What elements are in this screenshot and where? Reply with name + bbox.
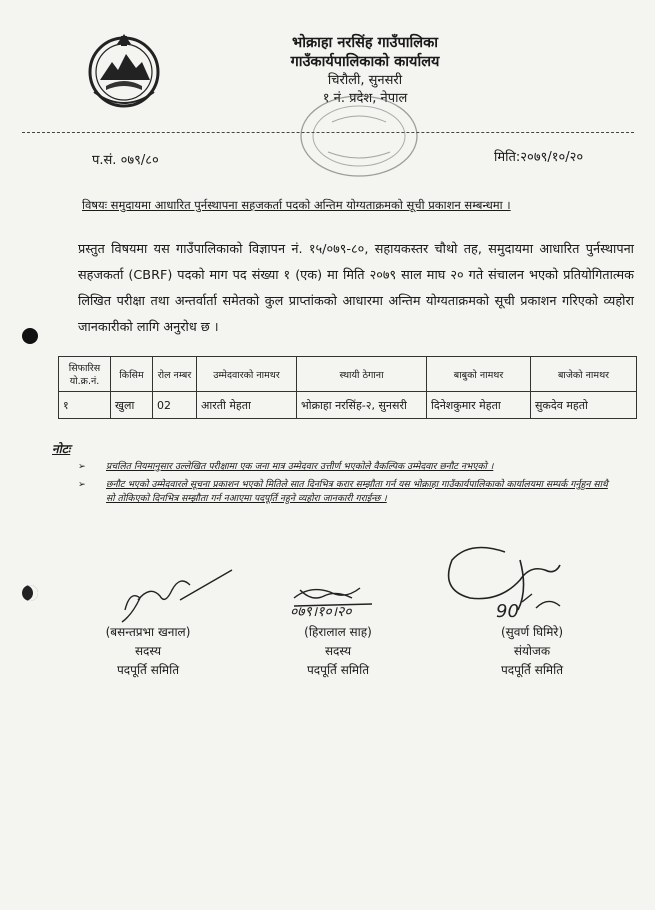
column-header: स्थायी ठेगाना (297, 357, 427, 392)
header-divider (22, 132, 634, 133)
signatory-3 (462, 623, 602, 680)
column-header: बाबुको नामथर (427, 357, 531, 392)
table-cell: सुकदेव महतो (531, 392, 637, 419)
letter-date: मिति:२०७९/१०/२० (494, 150, 584, 165)
office-name: गाउँकार्यपालिकाको कार्यालय (290, 54, 440, 70)
signatory-1 (78, 623, 218, 680)
table-cell: दिनेशकुमार मेहता (427, 392, 531, 419)
signatory-committee: पदपूर्ति समिति (306, 663, 370, 677)
signatory-2 (268, 623, 408, 680)
list-item (78, 478, 618, 507)
signatory-committee: पदपूर्ति समिति (500, 663, 564, 677)
signatory-committee: पदपूर्ति समिति (116, 663, 180, 677)
table-row (59, 392, 637, 419)
letter-subject: विषयः समुदायमा आधारित पुर्नस्थापना सहजकर्ता पदको अन्तिम योग्यताक्रमको सूची प्रकाशन सम्बन्धमा । (82, 198, 511, 212)
notes-title: नोटः (52, 442, 71, 456)
note-text: छनौट भएको उम्मेदवारले सूचना प्रकाशन भएको मितिले सात दिनभित्र करार सम्झौता गर्न यस भोक्राहा गाउँकार्यपालिकाको कार्यालयमा सम्पर्क गर्नुहुन साथै सो तोकिएको दिनभित्र सम्झौता गर्न नआएमा पदपूर्ति नहुने व्यहोरा जानकारी गराईन्छ । (106, 478, 608, 504)
merit-list-table (58, 356, 637, 419)
table-cell: खुला (111, 392, 153, 419)
office-location: चिरौली, सुनसरी (327, 73, 403, 88)
column-header: रोल नम्बर (153, 357, 197, 392)
signatory-name: (बसन्तप्रभा खनाल) (105, 625, 191, 639)
table-cell: १ (59, 392, 111, 419)
signatory-name: (सुवर्ण घिमिरे) (500, 625, 564, 639)
reference-number: प.सं. ०७९/८० (92, 153, 159, 168)
svg-text:90: 90 (496, 601, 519, 622)
punch-mark (22, 328, 38, 344)
government-emblem-icon (84, 30, 164, 110)
notes-list (78, 460, 618, 510)
letter-body: प्रस्तुत विषयमा यस गाउँपालिकाको विज्ञापन नं. १५/०७९-८०, सहायकस्तर चौथो तह, समुदायमा आधारित पुर्नस्थापना सहजकर्ता (CBRF) पदको माग पद संख्या १ (एक) मा मिति २०७९ साल माघ २० गते संचालन भएको प्रतियोगितात्मक लिखित परीक्षा तथा अन्तर्वार्ता समेतको कुल प्राप्तांकको आधारमा अन्तिम योग्यताक्रमको सूची प्रकाशन गरिएको व्यहोरा जानकारीको लागि अनुरोध छ । (78, 242, 634, 335)
office-stamp-icon (298, 92, 420, 180)
office-province: १ नं. प्रदेश, नेपाल (322, 91, 408, 106)
column-header: उम्मेदवारको नामथर (197, 357, 297, 392)
punch-hole (22, 585, 38, 601)
municipality-name: भोक्राहा नरसिंह गाउँपालिका (292, 35, 438, 51)
table-cell: भोक्राहा नरसिंह-२, सुनसरी (297, 392, 427, 419)
column-header: किसिम (111, 357, 153, 392)
column-header: बाजेको नामथर (531, 357, 637, 392)
table-cell: आरती मेहता (197, 392, 297, 419)
note-text: प्रचलित नियमानुसार उल्लेखित परीक्षामा एक जना मात्र उम्मेदवार उत्तीर्ण भएकोले वैकल्पिक उम्मेदवार छनौट नभएको । (106, 461, 494, 472)
signatory-role: संयोजक (513, 644, 551, 658)
svg-text:०७९।१०।२०: ०७९।१०।२० (290, 604, 352, 620)
column-header: सिफारिस यो.क्र.नं. (59, 357, 111, 392)
table-header-row (59, 357, 637, 392)
signatory-role: सदस्य (134, 644, 162, 658)
signatory-name: (हिरालाल साह) (304, 625, 372, 639)
list-item (78, 460, 618, 475)
arrow-bullet-icon: ➢ (78, 478, 86, 490)
arrow-bullet-icon: ➢ (78, 461, 86, 472)
table-cell: 02 (153, 392, 197, 419)
signatory-role: सदस्य (324, 644, 352, 658)
